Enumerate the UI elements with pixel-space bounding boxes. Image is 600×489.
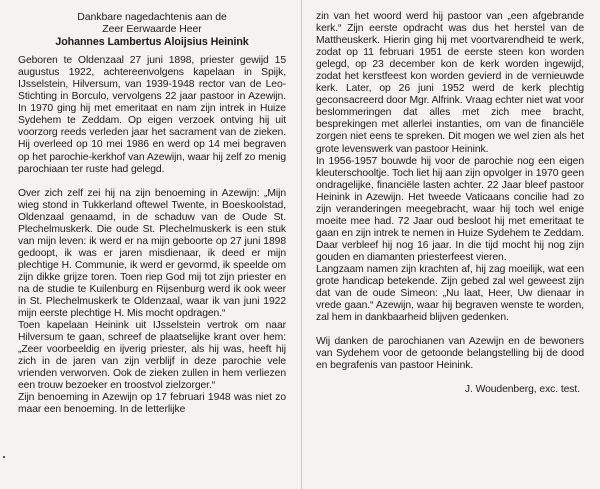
print-mark: [3, 456, 5, 458]
quote-paragraph: Over zich zelf zei hij na zijn benoeming in Azewijn: „Mijn wieg stond in Tukkerland oftewel Twente, in Boeskoolstad, Oldenzaal genaamd, in de schaduw van de Oude St. Plechelmuskerk. Die oude St. Plechelmuskerk is een stuk van mijn leven: ik werd er na mijn geboorte op 27 juni 1898 gedoopt, ik was er jaren misdienaar, ik deed er mijn plechtige H. Communie, ik werd er gevormd, ik speelde om zijn dikke grijze toren. Toen riep God mij tot zijn priester en na de studie te Kuilenburg en Rijsenburg werd ik ook weer in St. Plechelmuskerk te Oldenzaal, waar ik van juni 1922 mijn eerste plechtige H. Mis mocht opdragen.“: [18, 187, 286, 320]
final-years-paragraph: Langzaam namen zijn krachten af, hij zag moeilijk, wat een grote handicap betekende. Zijn gebed zal wel geweest zijn dat van de oude Simeon: „Nu laat, Heer, Uw dienaar in vrede gaan.“ Azewijn, waar hij begraven wenste te worden, zal hem in dankbaarheid blijven gedenken.: [316, 263, 584, 324]
right-page: [316, 11, 584, 396]
newspaper-paragraph: Toen kapelaan Heinink uit IJsselstein vertrok om naar Hilversum te gaan, schreef de plaatselijke krant over hem: „Zeer voorbeeldig en ijverig priester, als hij was, heeft hij zich in de jaren van zijn verblijf in deze parochie vele vrienden verworven. Ook de zieken zullen in hem verliezen een trouw bezoeker en troostvol zielzorger.“: [18, 320, 286, 392]
deceased-name: Johannes Lambertus Aloijsius Heinink: [55, 36, 249, 49]
signature: J. Woudenberg, exc. test.: [464, 384, 580, 396]
church-rebuild-paragraph: zin van het woord werd hij pastoor van „een afgebrande kerk.“ Zijn eerste opdracht was dus het herstel van de Mattheuskerk. Hierin ging hij met voortvarendheid te werk, zodat op 11 februari 1951 de eerste steen kon worden gelegd, op 23 december kon de kerk worden ingewijd, zodat het kerstfeest kon worden gevierd in de vernieuwde kerk. Later, op 26 juni 1952 werd de kerk plechtig geconsacreerd door Mgr. Alfrink. Vraag echter niet wat voor beslommeringen dat alles met zich mee bracht, besprekingen met allerlei instanties, om van de financiële zorgen niet eens te spreken. Dit mogen we wel zien als het grote levenswerk van pastoor Heinink.: [316, 11, 584, 155]
thanks-paragraph: Wij danken de parochianen van Azewijn en de bewoners van Sydehem voor de getoonde belangstelling bij de dood en begrafenis van pastoor Heinink.: [316, 336, 584, 372]
dedication-line-2: Zeer Eerwaarde Heer: [102, 23, 202, 36]
biography-paragraph: Geboren te Oldenzaal 27 juni 1898, priester gewijd 15 augustus 1922, achtereenvolgens kapelaan in Spijk, IJsselstein, Hilversum, van 1939-1948 rector van de Leo-Stichting in Borculo, vervolgens 22 jaar pastoor in Azewijn. In 1970 ging hij met emeritaat en nam zijn intrek in Huize Sydehem te Zeddam. Op eigen verzoek ontving hij uit voorzorg reeds verleden jaar het sacrament van de zieken. Hij overleed op 10 mei 1986 en werd op 14 mei begraven op het parochie-kerkhof van Azewijn, waar hij zelf zo menig parochiaan ter ruste had gelegd.: [18, 55, 286, 175]
page-fold: [301, 0, 302, 489]
school-paragraph: In 1956-1957 bouwde hij voor de parochie nog een eigen kleuterschooltje. Toch liet hij aan zijn opvolger in 1970 geen ondragelijke, financiële lasten achter. 22 Jaar bleef pastoor Heinink in Azewijn. Het tweede Vaticaans concilie had zo zijn veranderingen meegebracht, waar hij toch wel enige moeite mee had. 72 Jaar oud besloot hij met emeritaat te gaan en zijn intrek te nemen in Huize Sydehem te Zeddam. Daar verbleef hij nog 16 jaar. In die tijd mocht hij nog zijn gouden en diamanten priesterfeest vieren.: [316, 155, 584, 263]
appointment-paragraph: Zijn benoeming in Azewijn op 17 februari 1948 was niet zo maar een benoeming. In de letterlijke: [18, 392, 286, 416]
dedication-header: [18, 11, 286, 48]
dedication-line-1: Dankbare nagedachtenis aan de: [77, 11, 227, 23]
left-page: [18, 11, 286, 417]
